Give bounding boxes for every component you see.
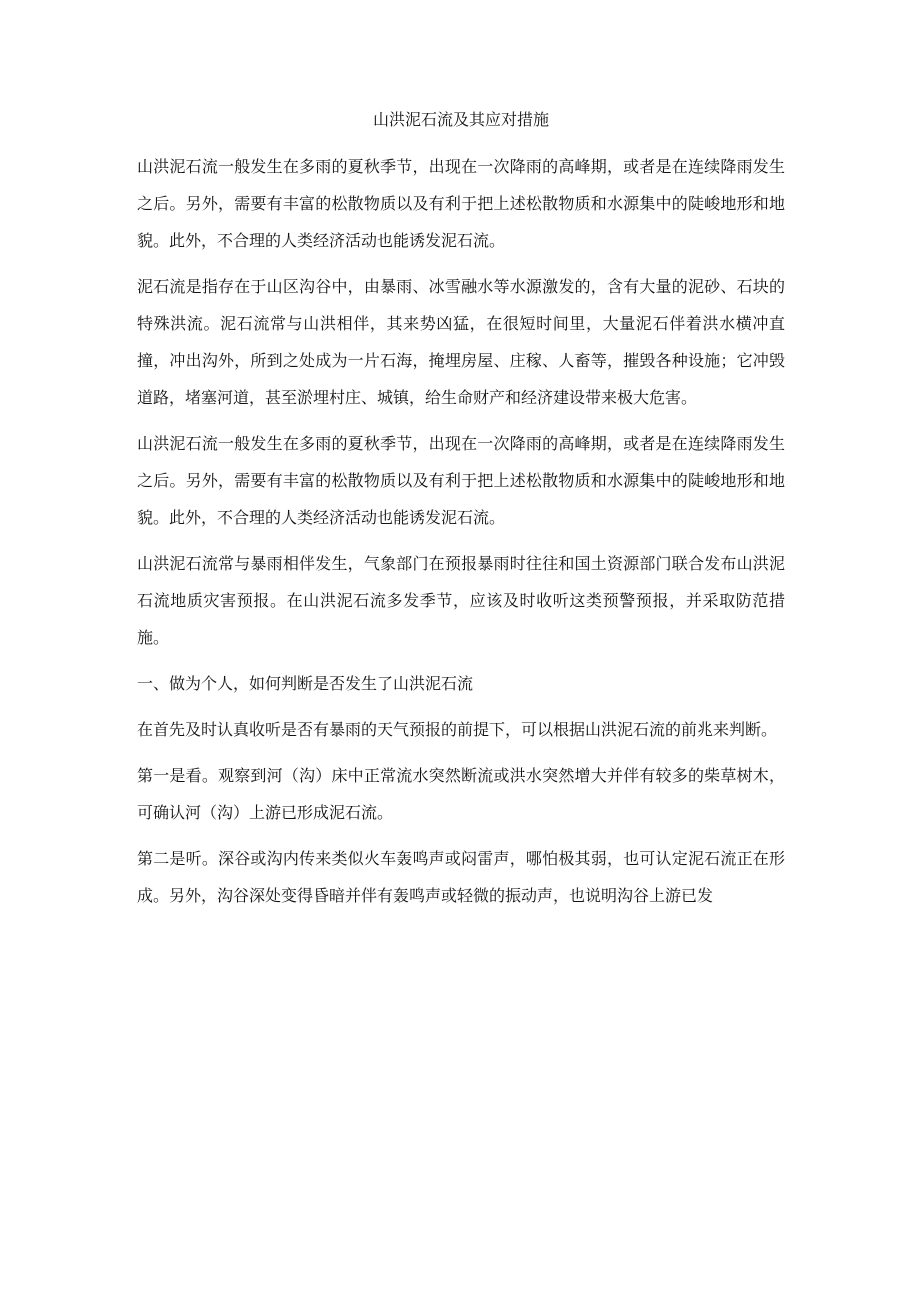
paragraph-6: 第一是看。观察到河（沟）床中正常流水突然断流或洪水突然增大并伴有较多的柴草树木，可确认河（沟）上游已形成泥石流。 — [137, 766, 785, 822]
document-title: 山洪泥石流及其应对措施 — [372, 110, 549, 129]
paragraph-3: 山洪泥石流一般发生在多雨的夏秋季节，出现在一次降雨的高峰期，或者是在连续降雨发生之后。另外，需要有丰富的松散物质以及有利于把上述松散物质和水源集中的陡峻地形和地貌。此外，不合理的人类经济活动也能诱发泥石流。 — [137, 434, 785, 527]
paragraph-7: 第二是听。深谷或沟内传来类似火车轰鸣声或闷雷声，哪怕极其弱，也可认定泥石流正在形成。另外，沟谷深处变得昏暗并伴有轰鸣声或轻微的振动声，也说明沟谷上游已发 — [137, 849, 785, 905]
section-heading-1: 一、做为个人，如何判断是否发生了山洪泥石流 — [137, 674, 474, 693]
document-page — [137, 110, 785, 923]
paragraph-5: 在首先及时认真收听是否有暴雨的天气预报的前提下，可以根据山洪泥石流的前兆来判断。 — [137, 720, 778, 739]
paragraph-1: 山洪泥石流一般发生在多雨的夏秋季节，出现在一次降雨的高峰期，或者是在连续降雨发生之后。另外，需要有丰富的松散物质以及有利于把上述松散物质和水源集中的陡峻地形和地貌。此外，不合理的人类经济活动也能诱发泥石流。 — [137, 157, 785, 250]
paragraph-2: 泥石流是指存在于山区沟谷中，由暴雨、冰雪融水等水源激发的，含有大量的泥砂、石块的特殊洪流。泥石流常与山洪相伴，其来势凶猛，在很短时间里，大量泥石伴着洪水横冲直撞，冲出沟外，所到之处成为一片石海，掩埋房屋、庄稼、人畜等，摧毁各种设施；它冲毁道路，堵塞河道，甚至淤埋村庄、城镇，给生命财产和经济建设带来极大危害。 — [137, 277, 785, 407]
paragraph-4: 山洪泥石流常与暴雨相伴发生，气象部门在预报暴雨时往往和国土资源部门联合发布山洪泥石流地质灾害预报。在山洪泥石流多发季节，应该及时收听这类预警预报，并采取防范措施。 — [137, 554, 785, 647]
